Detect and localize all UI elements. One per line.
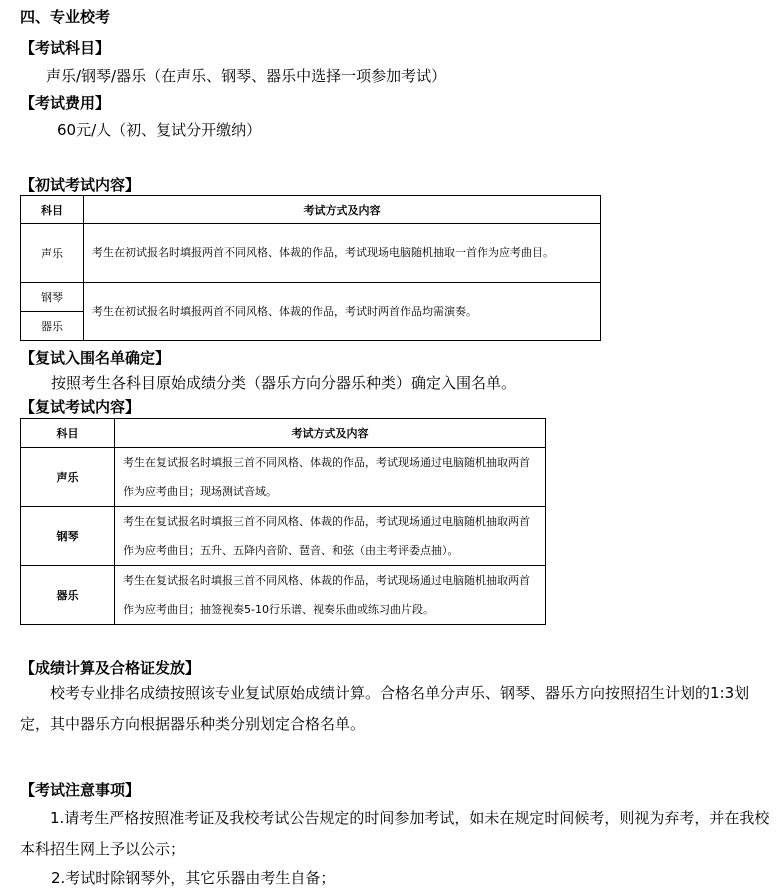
col-method: 考试方式及内容 — [84, 196, 601, 224]
notes-heading: 【考试注意事项】 — [20, 781, 141, 799]
table-row — [21, 566, 546, 625]
row-desc-shared: 考生在初试报名时填报两首不同风格、体裁的作品，考试时两首作品均需演奏。 — [84, 283, 601, 341]
fee-heading: 【考试费用】 — [20, 94, 111, 112]
notes-item-1: 1.请考生严格按照准考证及我校考试公告规定的时间参加考试，如未在规定时间候考，则视为弃考，并在我校本科招生网上予以公示； — [20, 809, 770, 858]
row-desc: 考生在复试报名时填报三首不同风格、体裁的作品，考试现场通过电脑随机抽取两首作为应考曲目；抽签视奏5-10行乐谱、视奏乐曲或练习曲片段。 — [115, 566, 546, 625]
table-row — [21, 283, 601, 312]
table-header-row — [21, 419, 546, 448]
col-subject: 科目 — [21, 196, 84, 224]
row-desc: 考生在复试报名时填报三首不同风格、体裁的作品，考试现场通过电脑随机抽取两首作为应考曲目；五升、五降内音阶、琶音、和弦（由主考评委点抽）。 — [115, 507, 546, 566]
shortlist-text: 按照考生各科目原始成绩分类（器乐方向分器乐种类）确定入围名单。 — [51, 374, 517, 392]
initial-exam-table — [20, 195, 601, 341]
table-row — [21, 507, 546, 566]
shortlist-heading: 【复试入围名单确定】 — [20, 349, 171, 367]
row-subject: 钢琴 — [21, 283, 84, 312]
row-subject: 器乐 — [21, 566, 115, 625]
scores-heading: 【成绩计算及合格证发放】 — [20, 659, 201, 677]
row-subject: 钢琴 — [21, 507, 115, 566]
row-desc: 考生在初试报名时填报两首不同风格、体裁的作品，考试现场电脑随机抽取一首作为应考曲目。 — [84, 224, 601, 283]
row-subject: 声乐 — [21, 448, 115, 507]
section-title: 四、专业校考 — [20, 8, 111, 26]
row-subject: 声乐 — [21, 224, 84, 283]
initial-exam-heading: 【初试考试内容】 — [20, 176, 141, 194]
col-subject: 科目 — [21, 419, 115, 448]
final-exam-table — [20, 418, 546, 625]
subjects-heading: 【考试科目】 — [20, 39, 111, 57]
scores-text: 校考专业排名成绩按照该专业复试原始成绩计算。合格名单分声乐、钢琴、器乐方向按照招生计划的1:3划定，其中器乐方向根据器乐种类分别划定合格名单。 — [20, 684, 750, 733]
col-method: 考试方式及内容 — [115, 419, 546, 448]
notes-item-2: 2.考试时除钢琴外，其它乐器由考生自备； — [51, 869, 336, 887]
row-subject: 器乐 — [21, 312, 84, 341]
table-row — [21, 224, 601, 283]
row-desc: 考生在复试报名时填报三首不同风格、体裁的作品，考试现场通过电脑随机抽取两首作为应考曲目；现场测试音域。 — [115, 448, 546, 507]
fee-text: 60元/人（初、复试分开缴纳） — [57, 121, 262, 139]
table-row — [21, 448, 546, 507]
subjects-text: 声乐/钢琴/器乐（在声乐、钢琴、器乐中选择一项参加考试） — [46, 67, 447, 85]
final-exam-heading: 【复试考试内容】 — [20, 398, 141, 416]
table-header-row — [21, 196, 601, 224]
